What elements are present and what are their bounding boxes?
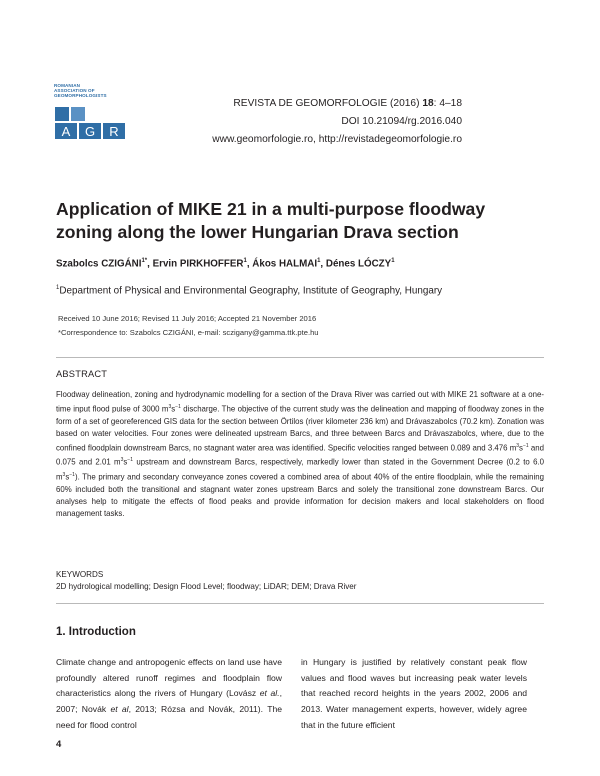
author-name: Ervin PIRKHOFFER bbox=[152, 258, 244, 270]
abstract-text: Floodway delineation, zoning and hydrodynamic modelling for a section of the Drava River was carried out with MIKE 21 software at a one-time input flood pulse of 3000 $m^3s^{-1}$ discharge. The objective of the current study was the delineation and mapping of floodway zones in the form of a set of georeferenced GIS data for the section between Örtilos (river kilometer 236 km) and Drávaszabolcs (70.2 km). Zonation was based on water velocities. Four zones were delineated upstream Barcs, and three between Barcs and Drávaszabolcs, where, due to the confined floodplain downstream Barcs, no stagnant water area was identified. Specific velocities ranged between 0.089 and 3.476 $m^3s^{-1}$ and 0.075 and 2.01 $m^3s^{-1}$ upstream and downstream Barcs, respectively, markedly lower than stated in the Government Decree (0.2 to 6.0 $m^3s^{-1}$). The primary and secondary conveyance zones covered a combined area of about 40% of the entire floodplain, while the remaining 60% included both the transitional and stagnant water zones upstream Barcs and solely the transitional zone downstream Barcs. Our analyses help to mitigate the effects of flood peaks and provide information for decision makers and local stakeholders on flood management tasks. bbox=[56, 390, 544, 518]
journal-volume: 18 bbox=[422, 98, 434, 109]
author-name: Dénes LÓCZY bbox=[325, 258, 392, 270]
journal-urls[interactable]: www.geomorfologie.ro, http://revistadegeomorfologie.ro bbox=[212, 134, 462, 146]
doi-link[interactable]: DOI 10.21094/rg.2016.040 bbox=[341, 116, 462, 128]
logo-letter-r: R bbox=[109, 124, 119, 139]
journal-info bbox=[212, 95, 462, 150]
keywords-text: 2D hydrological modelling; Design Flood Level; floodway; LiDAR; DEM; Drava River bbox=[56, 582, 357, 591]
author-list: Szabolcs $CZIGÁNI^{1*}$, Ervin PIRKHOFFER$^1$, Ákos HALMAI$^1$, Dénes LÓCZY$^1$ bbox=[56, 258, 395, 270]
author-affil-mark: 1 bbox=[243, 258, 247, 264]
affiliation-text: Department of Physical and Environmental Geography, Institute of Geography, Hungary bbox=[59, 285, 443, 297]
logo-line: ASSOCIATION OF bbox=[54, 87, 95, 93]
author-affil-mark: 1 bbox=[317, 258, 321, 264]
divider bbox=[56, 603, 544, 604]
logo-letter-g: G bbox=[84, 124, 96, 139]
author-name: Szabolcs CZIGÁNI bbox=[56, 258, 142, 270]
article-history bbox=[58, 312, 319, 340]
introduction-heading: 1. Introduction bbox=[56, 626, 136, 638]
author-affil-mark: 1 bbox=[391, 258, 395, 264]
journal-pages: : 4–18 bbox=[433, 98, 462, 109]
logo-line: GEOMORPHOLOGISTS bbox=[54, 92, 107, 98]
affiliation bbox=[56, 285, 442, 296]
author-name: Ákos HALMAI bbox=[252, 258, 318, 270]
affiliation-mark: 1 bbox=[56, 285, 60, 291]
intro-left-column: Climate change and antropogenic effects on land use have profoundly altered runoff regimes and floodplain flow characteristics along the rivers of Hungary (Lovász et al., 2007; Novák et al, 2013; Rózsa and Novák, 2011). The need for flood control bbox=[56, 657, 282, 730]
logo-org-name bbox=[54, 84, 107, 98]
journal-citation bbox=[212, 95, 462, 113]
correspondence: *Correspondence to: Szabolcs CZIGÁNI, e-mail: sczigany@gamma.ttk.pte.hu bbox=[58, 328, 319, 337]
paper-title: Application of MIKE 21 in a multi-purpose floodway zoning along the lower Hungarian Drava section bbox=[56, 199, 486, 242]
received-dates: Received 10 June 2016; Revised 11 July 2016; Accepted 21 November 2016 bbox=[58, 314, 317, 323]
logo-emblem-icon bbox=[54, 106, 126, 140]
divider bbox=[56, 357, 544, 358]
logo-line: ROMANIAN bbox=[54, 83, 81, 88]
keywords-heading: KEYWORDS bbox=[56, 570, 104, 579]
aggr-logo bbox=[54, 84, 126, 140]
author-affil-mark: 1* bbox=[141, 258, 148, 264]
logo-letter-a: A bbox=[61, 124, 71, 139]
abstract-heading: ABSTRACT bbox=[56, 369, 108, 379]
journal-name: REVISTA DE GEOMORFOLOGIE (2016) bbox=[233, 98, 420, 109]
intro-right-column: in Hungary is justified by relatively constant peak flow values and flood waves but increasing peak water levels that reached record heights in the years 2002, 2006 and 2013. Water management experts, however, widely agree that in the future efficient bbox=[301, 657, 527, 730]
page-number: 4 bbox=[56, 739, 62, 750]
